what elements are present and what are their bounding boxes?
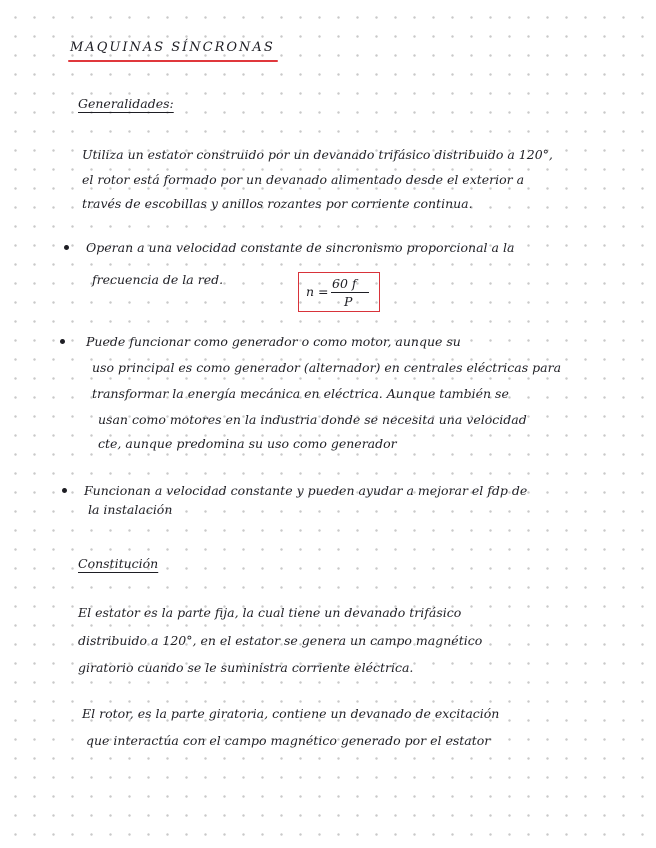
formula-denominator: P	[344, 294, 353, 309]
section-heading-constitucion: Constitución	[78, 556, 159, 571]
text-line: Puede funcionar como generador o como motor, aunque su	[86, 334, 461, 349]
page-title: MAQUINAS SÍNCRONAS	[70, 40, 275, 55]
bullet-dot	[62, 488, 67, 493]
fraction-bar	[331, 292, 369, 293]
text-line: El estator es la parte fija, la cual tiene un devanado trifásico	[78, 605, 462, 620]
text-line: giratorio cuando se le suministra corriente eléctrica.	[78, 660, 414, 675]
text-line: través de escobillas y anillos rozantes por corriente continua.	[82, 196, 473, 211]
text-line: la instalación	[88, 502, 173, 517]
synchronous-speed-formula	[298, 272, 380, 312]
text-line: el rotor está formado por un devanado alimentado desde el exterior a	[82, 172, 525, 187]
formula-lhs: n =	[306, 284, 329, 299]
text-line: frecuencia de la red.	[92, 272, 224, 287]
title-underline	[68, 60, 278, 62]
text-line: Funcionan a velocidad constante y pueden ayudar a mejorar el fdp de	[84, 483, 528, 498]
bullet-dot	[64, 245, 69, 250]
formula-numerator: 60 f	[332, 276, 357, 291]
text-line: distribuido a 120°, en el estator se genera un campo magnético	[78, 633, 483, 648]
text-line: uso principal es como generador (alternador) en centrales eléctricas para	[92, 360, 562, 375]
bullet-dot	[60, 339, 65, 344]
text-line: Operan a una velocidad constante de sincronismo proporcional a la	[86, 240, 515, 255]
section-heading-generalidades: Generalidades:	[78, 96, 174, 111]
text-line: Utiliza un estator construido por un devanado trifásico distribuido a 120°,	[82, 147, 553, 162]
text-line: transformar la energía mecánica en eléctrica. Aunque también se	[92, 386, 509, 401]
text-line: que interactúa con el campo magnético generado por el estator	[86, 733, 491, 748]
text-line: cte, aunque predomina su uso como generador	[98, 436, 397, 451]
text-line: El rotor, es la parte giratoria, contiene un devanado de excitación	[82, 706, 500, 721]
text-line: usan como motores en la industria donde se necesita una velocidad	[98, 412, 527, 427]
